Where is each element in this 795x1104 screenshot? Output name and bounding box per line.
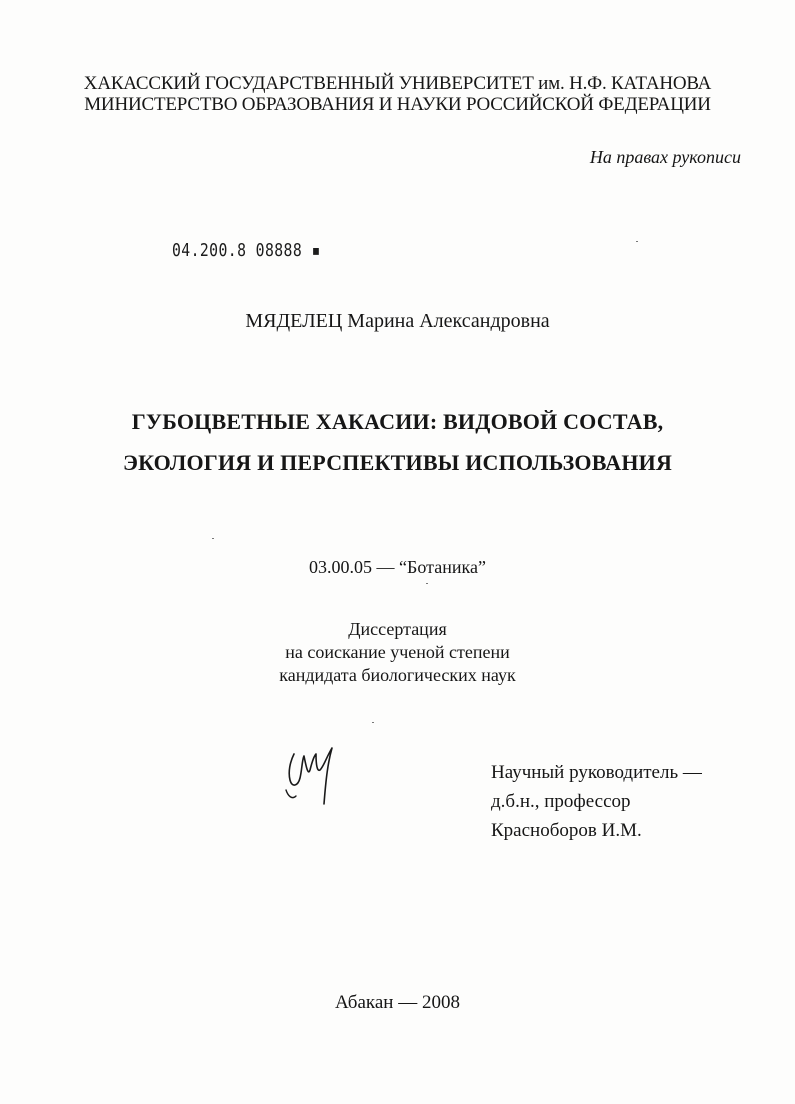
specialty-code: 03.00.05 — “Ботаника”: [309, 557, 486, 577]
scan-speck: [212, 538, 214, 539]
university-name: ХАКАССКИЙ ГОСУДАРСТВЕННЫЙ УНИВЕРСИТЕТ им. Н.Ф. КАТАНОВА: [83, 73, 712, 94]
dissertation-title-line2: ЭКОЛОГИЯ И ПЕРСПЕКТИВЫ ИСПОЛЬЗОВАНИЯ: [122, 450, 673, 475]
library-stamp-number: [172, 240, 321, 261]
supervisor-name: Красноборов И.М.: [491, 820, 642, 841]
scan-speck: [372, 722, 374, 723]
place-and-year: Абакан — 2008: [335, 992, 460, 1013]
ministry-name: МИНИСТЕРСТВО ОБРАЗОВАНИЯ И НАУКИ РОССИЙСКОЙ ФЕДЕРАЦИИ: [84, 94, 711, 115]
dissertation-type: Диссертация: [348, 619, 447, 639]
scan-speck: [426, 583, 428, 584]
scan-speck: [636, 241, 638, 242]
dissertation-title-line1: ГУБОЦВЕТНЫЕ ХАКАСИИ: ВИДОВОЙ СОСТАВ,: [131, 409, 664, 434]
author-name: МЯДЕЛЕЦ Марина Александровна: [245, 310, 550, 332]
degree-name: кандидата биологических наук: [279, 665, 516, 685]
supervisor-role: Научный руководитель —: [491, 762, 702, 783]
stamp-mark: ▪: [311, 240, 321, 261]
stamp-number-text: 04.200.8 08888: [172, 240, 303, 261]
manuscript-note: На правах рукописи: [589, 147, 741, 167]
degree-purpose: на соискание ученой степени: [285, 642, 510, 662]
author-signature: [280, 742, 340, 812]
supervisor-degree: д.б.н., профессор: [491, 791, 631, 812]
